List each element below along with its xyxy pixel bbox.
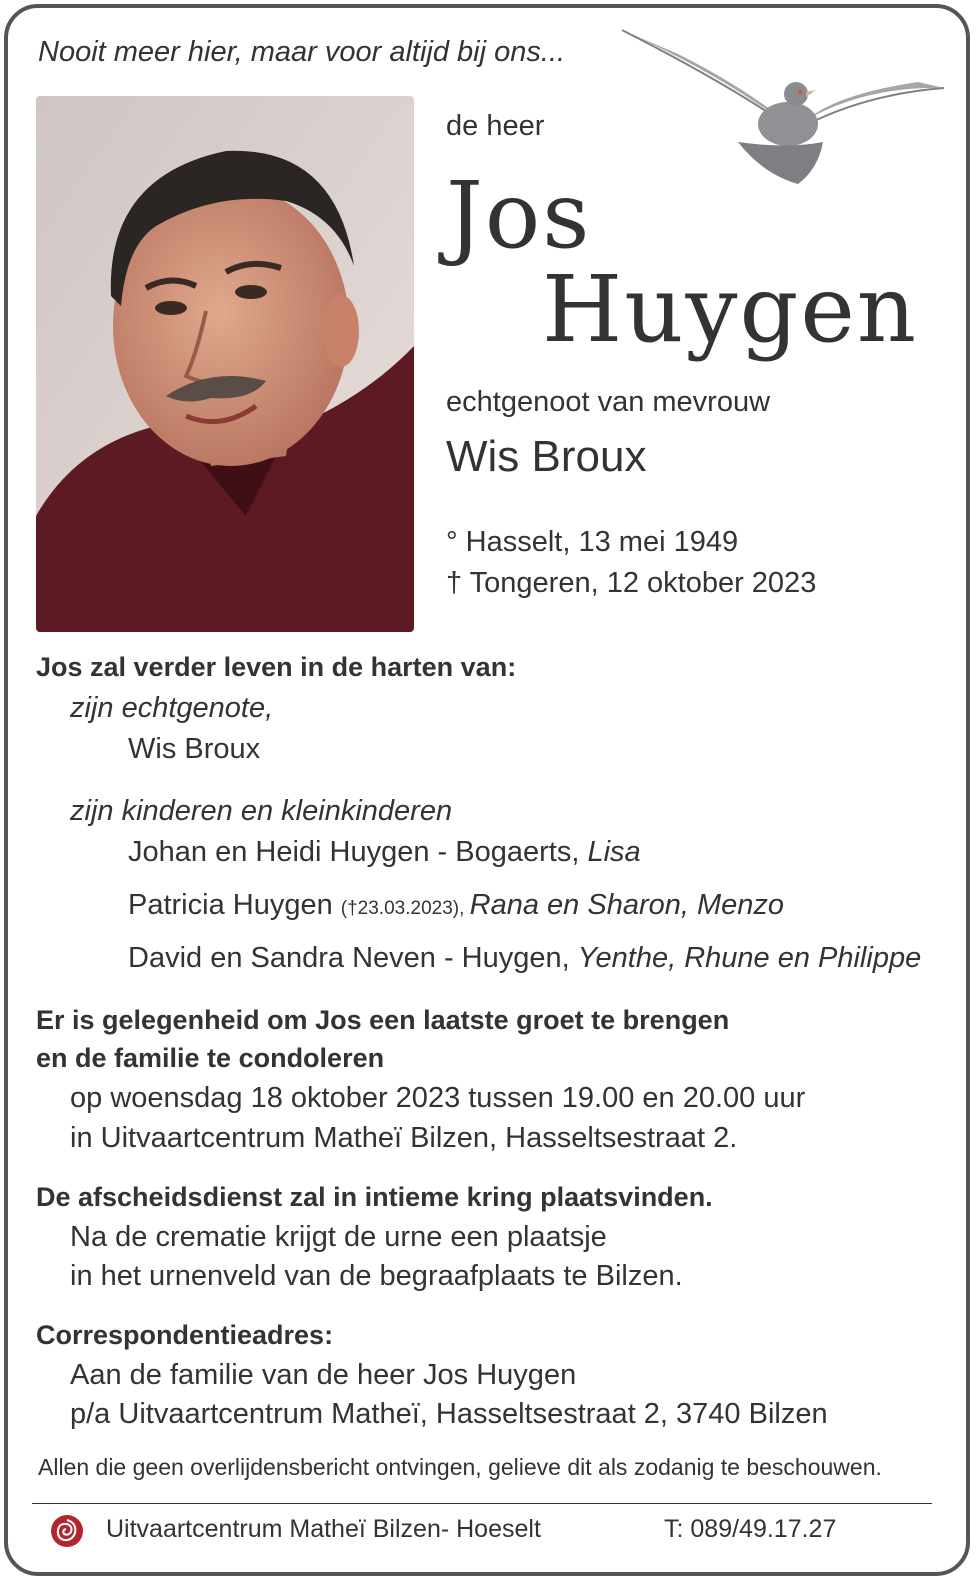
rose-logo-icon xyxy=(50,1514,84,1548)
spouse-label: zijn echtgenote, xyxy=(70,692,274,724)
correspondence-heading: Correspondentieadres: xyxy=(36,1320,334,1350)
footer-divider xyxy=(32,1503,932,1504)
family-heading: Jos zal verder leven in de harten van: xyxy=(36,652,517,682)
dove-icon xyxy=(618,24,948,194)
family-row-grandchildren: Lisa xyxy=(587,836,641,868)
family-row xyxy=(128,942,921,975)
service-line-1: Na de crematie krijgt de urne een plaatsje xyxy=(70,1221,607,1253)
family-spouse: Wis Broux xyxy=(128,733,261,765)
last-name: Huygen xyxy=(542,256,919,363)
visitation-heading-2: en de familie te condoleren xyxy=(36,1043,385,1073)
birth-line: ° Hasselt, 13 mei 1949 xyxy=(446,526,739,558)
footer-phone: T: 089/49.17.27 xyxy=(664,1515,837,1543)
visitation-line-1: op woensdag 18 oktober 2023 tussen 19.00 en 20.00 uur xyxy=(70,1082,806,1114)
motto: Nooit meer hier, maar voor altijd bij ons... xyxy=(38,36,566,68)
family-row xyxy=(128,889,784,922)
service-heading: De afscheidsdienst zal in intieme kring plaatsvinden. xyxy=(36,1182,713,1212)
family-row-names: David en Sandra Neven - Huygen, xyxy=(128,942,578,974)
notice-text: Allen die geen overlijdensbericht ontvingen, gelieve dit als zodanig te beschouwen. xyxy=(38,1454,882,1480)
family-row xyxy=(128,836,641,869)
family-row-note: (†23.03.2023), xyxy=(340,898,470,919)
family-row-grandchildren: Rana en Sharon, Menzo xyxy=(469,889,785,921)
family-row-names: Johan en Heidi Huygen - Bogaerts, xyxy=(128,836,588,868)
children-label: zijn kinderen en kleinkinderen xyxy=(70,795,453,827)
spouse-name: Wis Broux xyxy=(446,432,647,481)
family-row-grandchildren: Yenthe, Rhune en Philippe xyxy=(577,942,922,974)
first-name: Jos xyxy=(446,162,592,269)
correspondence-line-1: Aan de familie van de heer Jos Huygen xyxy=(70,1359,577,1391)
correspondence-line-2: p/a Uitvaartcentrum Matheï, Hasseltsestraat 2, 3740 Bilzen xyxy=(70,1398,828,1430)
spouse-intro: echtgenoot van mevrouw xyxy=(446,386,771,418)
footer-company: Uitvaartcentrum Matheï Bilzen- Hoeselt xyxy=(106,1515,541,1543)
death-line: † Tongeren, 12 oktober 2023 xyxy=(446,567,817,599)
portrait-photo xyxy=(36,96,414,632)
visitation-heading-1: Er is gelegenheid om Jos een laatste groet te brengen xyxy=(36,1005,730,1035)
family-row-names: Patricia Huygen xyxy=(128,889,341,921)
visitation-line-2: in Uitvaartcentrum Matheï Bilzen, Hasseltsestraat 2. xyxy=(70,1122,738,1154)
service-line-2: in het urnenveld van de begraafplaats te Bilzen. xyxy=(70,1260,683,1292)
title-prefix: de heer xyxy=(446,110,545,142)
